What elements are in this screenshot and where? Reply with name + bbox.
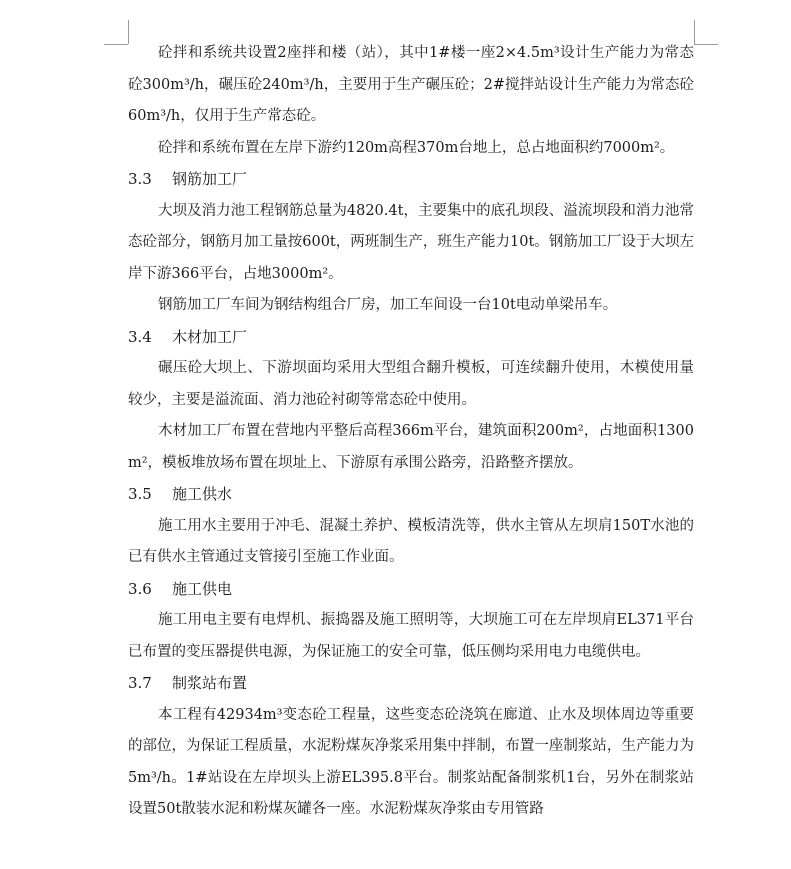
- paragraph: 砼拌和系统布置在左岸下游约120m高程370m台地上，总占地面积约7000m²。: [158, 139, 675, 156]
- section-number: 3.3: [128, 170, 152, 188]
- section-heading: [128, 164, 694, 196]
- section-heading: [128, 479, 694, 511]
- paragraph: 本工程有42934m³变态砼工程量，这些变态砼浇筑在廊道、止水及坝体周边等重要的部位，为保证工程质量，水泥粉煤灰净浆采用集中拌制，布置一座制浆站，生产能力为5m³/h。1#站设在左岸坝头上游EL395.8平台。制浆站配备制浆机1台，另外在制浆站设置50t散装水泥和粉煤灰罐各一座。水泥粉煤灰净浆由专用管路: [128, 706, 694, 817]
- section-title: 施工供水: [172, 485, 233, 503]
- paragraph: 大坝及消力池工程钢筋总量为4820.4t，主要集中的底孔坝段、溢流坝段和消力池常态砼部分，钢筋月加工量按600t，两班制生产，班生产能力10t。钢筋加工厂设于大坝左岸下游366平台，占地3000m²。: [128, 202, 694, 282]
- section-heading: [128, 574, 694, 606]
- paragraph: 碾压砼大坝上、下游坝面均采用大型组合翻升模板，可连续翻升使用，木模使用量较少，主要是溢流面、消力池砼衬砌等常态砼中使用。: [128, 360, 694, 408]
- paragraph: 钢筋加工厂车间为钢结构组合厂房，加工车间设一台10t电动单梁吊车。: [158, 297, 618, 313]
- section-title: 施工供电: [172, 579, 233, 598]
- section-number: 3.6: [128, 579, 152, 598]
- paragraph: 木材加工厂布置在营地内平整后高程366m平台，建筑面积200m²，占地面积1300m²，模板堆放场布置在坝址上、下游原有承围公路旁，沿路整齐摆放。: [128, 423, 694, 471]
- section-heading: [128, 668, 694, 700]
- section-title: 钢筋加工厂: [172, 170, 248, 188]
- section-title: 制浆站布置: [172, 674, 248, 692]
- section-heading: [128, 322, 694, 354]
- document-body: [128, 38, 694, 826]
- section-number: 3.4: [128, 327, 152, 346]
- section-number: 3.5: [128, 485, 152, 503]
- paragraph: 施工用水主要用于冲毛、混凝土养护、模板清洗等，供水主管从左坝肩150T水池的已有供水主管通过支管接引至施工作业面。: [128, 517, 694, 565]
- paragraph: 砼拌和系统共设置2座拌和楼（站），其中1#楼一座2×4.5m³设计生产能力为常态砼300m³/h，碾压砼240m³/h，主要用于生产碾压砼；2#搅拌站设计生产能力为常态砼60m³/h，仅用于生产常态砼。: [128, 45, 694, 124]
- section-title: 木材加工厂: [172, 327, 248, 346]
- section-number: 3.7: [128, 674, 152, 692]
- paragraph: 施工用电主要有电焊机、振捣器及施工照明等，大坝施工可在左岸坝肩EL371平台已布置的变压器提供电源，为保证施工的安全可靠，低压侧均采用电力电缆供电。: [128, 612, 694, 660]
